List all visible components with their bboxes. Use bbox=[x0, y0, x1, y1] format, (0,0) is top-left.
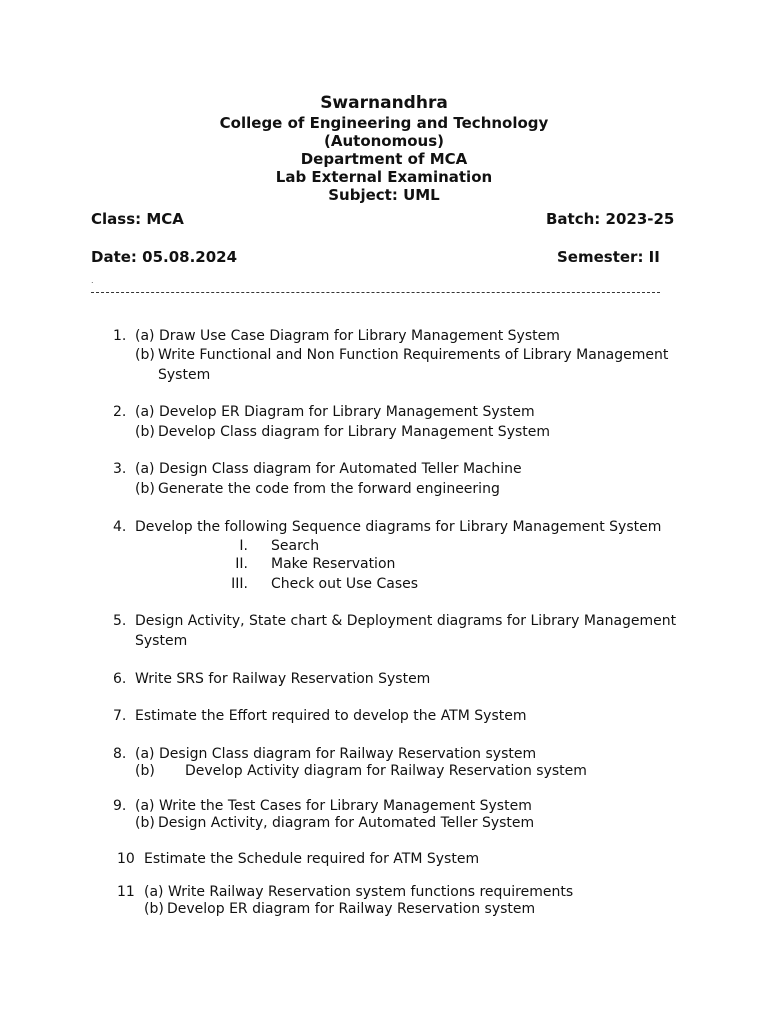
question-8a-text: Design Class diagram for Railway Reservation system bbox=[159, 746, 537, 762]
institution-name: Swarnandhra bbox=[320, 93, 448, 113]
class-label: Class: MCA bbox=[91, 210, 184, 228]
question-3b-text: Generate the code from the forward engineering bbox=[158, 481, 500, 497]
question-9-number: 9. bbox=[113, 798, 127, 814]
question-11a-marker: (a) bbox=[144, 884, 164, 900]
question-6-number: 6. bbox=[113, 671, 127, 687]
date-label: Date: 05.08.2024 bbox=[91, 248, 238, 266]
college-name: College of Engineering and Technology bbox=[219, 114, 549, 132]
question-8b-marker: (b) bbox=[135, 763, 155, 779]
question-1a-marker: (a) bbox=[135, 328, 155, 344]
question-11b-marker: (b) bbox=[144, 901, 164, 917]
question-8-number: 8. bbox=[113, 746, 127, 762]
question-3a-text: Design Class diagram for Automated Teller Machine bbox=[159, 461, 522, 477]
question-10-number: 10 bbox=[117, 851, 135, 867]
question-2b-marker: (b) bbox=[135, 424, 155, 440]
question-11b-text: Develop ER diagram for Railway Reservation system bbox=[167, 901, 536, 917]
question-2-number: 2. bbox=[113, 404, 127, 420]
question-5-number: 5. bbox=[113, 613, 127, 629]
question-2b-text: Develop Class diagram for Library Management System bbox=[158, 424, 551, 440]
question-5-text-continued: System bbox=[135, 633, 188, 649]
question-8b-text: Develop Activity diagram for Railway Reservation system bbox=[185, 763, 587, 779]
question-4-item-text: Check out Use Cases bbox=[271, 576, 419, 592]
question-8a-marker: (a) bbox=[135, 746, 155, 762]
question-11a-text: Write Railway Reservation system functions requirements bbox=[168, 884, 574, 900]
question-9b-text: Design Activity, diagram for Automated Teller System bbox=[158, 815, 535, 831]
question-4-item-marker: II. bbox=[235, 556, 248, 572]
question-10-text: Estimate the Schedule required for ATM System bbox=[144, 851, 480, 867]
question-2a-marker: (a) bbox=[135, 404, 155, 420]
question-5-text: Design Activity, State chart & Deployment diagrams for Library Management bbox=[135, 613, 677, 629]
question-4-number: 4. bbox=[113, 519, 127, 535]
question-4-item-marker: I. bbox=[239, 538, 248, 554]
question-11-number: 11 bbox=[117, 884, 135, 900]
question-2a-text: Develop ER Diagram for Library Management System bbox=[159, 404, 535, 420]
question-4-text: Develop the following Sequence diagrams for Library Management System bbox=[135, 519, 662, 535]
autonomous-label: (Autonomous) bbox=[324, 132, 444, 150]
exam-title: Lab External Examination bbox=[275, 168, 493, 186]
question-7-number: 7. bbox=[113, 708, 127, 724]
department-name: Department of MCA bbox=[300, 150, 468, 168]
question-1b-text-continued: System bbox=[158, 367, 211, 383]
question-1a-text: Draw Use Case Diagram for Library Management System bbox=[159, 328, 560, 344]
question-1b-text: Write Functional and Non Function Requirements of Library Management bbox=[158, 347, 669, 363]
question-9a-marker: (a) bbox=[135, 798, 155, 814]
question-4-item-text: Search bbox=[271, 538, 320, 554]
question-4-item-marker: III. bbox=[231, 576, 248, 592]
stray-dot: . bbox=[91, 276, 94, 285]
batch-label: Batch: 2023-25 bbox=[546, 210, 675, 228]
question-3-number: 3. bbox=[113, 461, 127, 477]
question-7-text: Estimate the Effort required to develop the ATM System bbox=[135, 708, 527, 724]
question-9a-text: Write the Test Cases for Library Management System bbox=[159, 798, 532, 814]
question-4-item-text: Make Reservation bbox=[271, 556, 396, 572]
question-6-text: Write SRS for Railway Reservation System bbox=[135, 671, 431, 687]
dashed-divider bbox=[91, 292, 660, 293]
subject-label: Subject: UML bbox=[328, 186, 440, 204]
question-3b-marker: (b) bbox=[135, 481, 155, 497]
question-9b-marker: (b) bbox=[135, 815, 155, 831]
question-1b-marker: (b) bbox=[135, 347, 155, 363]
semester-label: Semester: II bbox=[557, 248, 660, 266]
question-1-number: 1. bbox=[113, 328, 127, 344]
question-3a-marker: (a) bbox=[135, 461, 155, 477]
